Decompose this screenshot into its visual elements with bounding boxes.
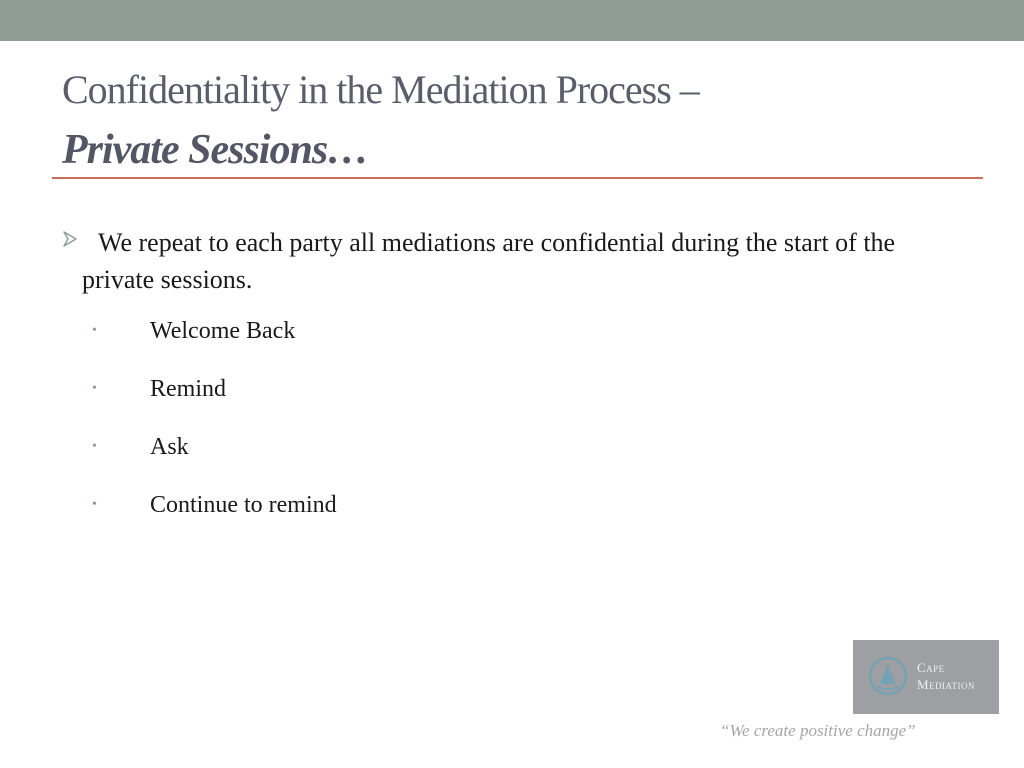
slide-subtitle: Private Sessions… xyxy=(62,127,369,173)
sub-bullet-label: Ask xyxy=(150,434,189,460)
slide-title: Confidentiality in the Mediation Process – xyxy=(62,67,699,112)
sub-bullet-label: Remind xyxy=(150,376,226,402)
tagline: “We create positive change” xyxy=(720,721,916,740)
sub-bullet-label: Welcome Back xyxy=(150,318,296,344)
sailboat-icon xyxy=(868,656,908,696)
top-band xyxy=(0,0,1024,41)
main-bullet xyxy=(62,224,942,298)
logo-text-mediation: Mediation xyxy=(917,677,976,692)
bullet-dot-icon: • xyxy=(92,497,97,512)
bullet-dot-icon: • xyxy=(92,381,97,396)
arrow-bullet-icon xyxy=(62,230,78,248)
logo-text-cape: Cape xyxy=(917,660,945,675)
company-logo xyxy=(853,640,999,714)
main-bullet-text: We repeat to each party all mediations are confidential during the start of the private sessions. xyxy=(82,228,896,294)
title-divider xyxy=(52,177,983,179)
sub-bullet-label: Continue to remind xyxy=(150,492,337,518)
bullet-dot-icon: • xyxy=(92,439,97,454)
bullet-dot-icon: • xyxy=(92,323,97,338)
